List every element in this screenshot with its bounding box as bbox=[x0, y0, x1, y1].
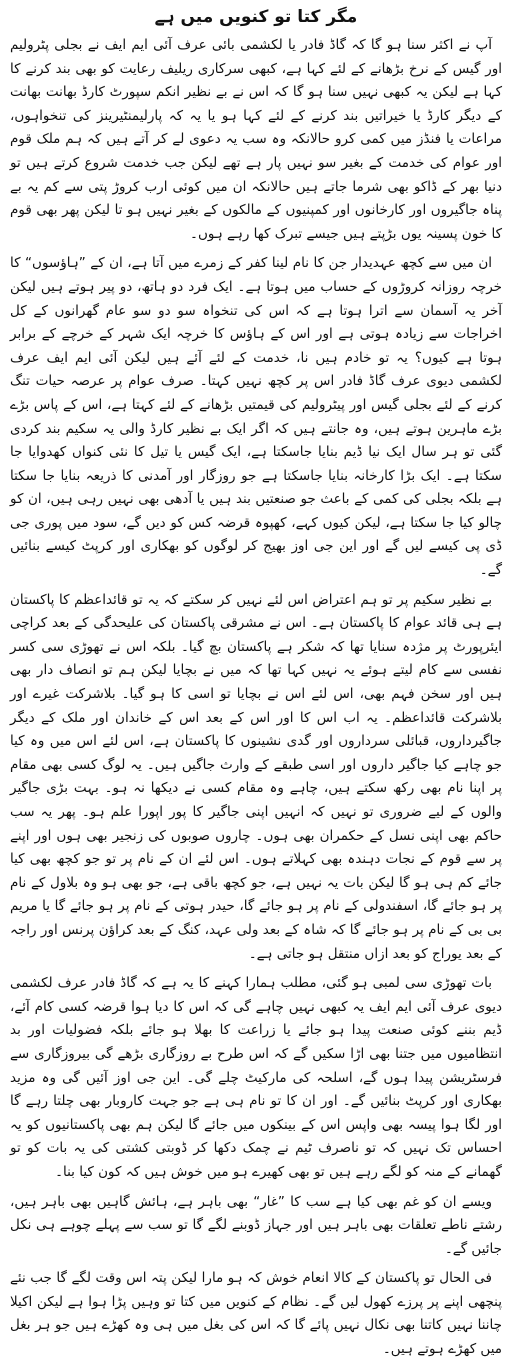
paragraph-6: فی الحال تو پاکستان کے کالا انعام خوش کہ ہو مارا لیکن پتہ اس وقت لگے گا جب نئے پنچھی اپنے پر پرزے کھول لیں گے۔ نظام کے کنویں میں کتا تو وہیں پڑا ہوا ہے لیکن اکیلا چاننا نہیں کاتنا بھی نکال نہیں پائے گا کہ اس کی بغل میں ہی وہ کھڑے ہیں جو ہر بغل میں کھڑے ہوتے ہیں۔ bbox=[10, 1270, 502, 1358]
paragraph-2: ان میں سے کچھ عہدیدار جن کا نام لینا کفر کے زمرے میں آتا ہے، ان کے ”ہاؤسوں“ کا خرچہ روزانہ کروڑوں کے حساب میں ہوتا ہے۔ ایک فرد دو ہاتھ، دو پیر ہوتے ہیں لیکن آخر یہ آسمان سے اترا ہوتا ہے کہ اس کی تنخواہ سو دو سو عام گھرانوں کے کل اخراجات سے زیادہ ہوتی ہے اور اس کے ہاؤس کا خرچہ ایک شہر کے خرچے کے برابر ہوتا ہے کیوں؟ یہ تو خادم ہیں نا، خدمت کے لئے آئے ہیں لیکن آئی ایم ایف عرف لکشمی دیوی عرف گاڈ فادر اس پر کچھ نہیں کہتا۔ صرف عوام پر عرصہ حیات تنگ کرنے کے لئے بجلی گیس اور پیٹرولیم کی قیمتیں بڑھانے کے لئے کہتا ہے، اس کے پاس بڑے بڑے ماہرین ہوتے ہیں، وہ جانتے ہیں کہ اگر ایک بے نظیر کارڈ والی یہ سکیم بند کردی گئی تو ہر سال ایک نیا ڈیم بنایا جاسکتا ہے، ایک گیس یا تیل کا نئی کنواں کھدوایا جا سکتا ہے۔ ایک بڑا کارخانہ بنایا جاسکتا ہے جو روزگار اور آمدنی کا ذریعہ بنایا جا سکتا ہے بلکہ بجلی کی کمی کے باعث جو صنعتیں بند ہیں یا آدھی بھی نہیں رہی ہیں، ان کو چالو کیا جا سکتا ہے، لیکن کیوں کہے، کھپوہ قرضہ کس کو دیں گے، سود میں پوری جی ڈی پی کیسے لیں گے اور این جی اوز بھیج کر لوگوں کو بھکاری اور کرپٹ کیسے بنائیں گے۔ bbox=[10, 255, 502, 579]
paragraph-5: ویسے ان کو غم بھی کیا ہے سب کا ”غار“ بھی باہر ہے، ہائش گاہیں بھی باہر ہیں، رشتے ناطے تعلقات بھی باہر ہیں اور جہاز ڈوبنے لگے گا تو سب سے پہلے چوہے ہی نکل جائیں گے۔ bbox=[10, 1193, 502, 1257]
paragraph-3: بے نظیر سکیم پر تو ہم اعتراض اس لئے نہیں کر سکتے کہ یہ تو قائداعظم کا پاکستان ہے ہی قائد عوام کا پاکستان ہے۔ اس نے مشرقی پاکستان کی علیحدگی کے بعد کراچی ایئرپورٹ پر مژدہ سنایا تھا کہ شکر ہے پاکستان بچ گیا۔ بلکہ اس نے تھوڑی سی کسر نفسی سے کام لیتے ہوئے یہ نہیں کہا تھا کہ میں نے بچایا لیکن ہم تو انصاف دار بھی ہیں اور سخن فہم بھی، اس لئے اس نے بچایا تو اسی کا ہو گیا۔ بلاشرکت غیرے اور بلاشرکت قائداعظم۔ یہ اب اس کا اور اس کے بعد اس کے خاندان اور ملک کے دیگر جاگیرداروں، قبائلی سرداروں اور گدی نشینوں کا پاکستان ہے، اس لئے اس میں وہ کیا جو چاہے کیا جاگیر داروں اور اسی طبقے کے وارث جاگیں ہیں۔ یہ لوگ کسی بھی مقام پر اپنا نام بھی رکھ سکتے ہیں، چاہے وہ مقام کسی نے دیکھا نہ ہو۔ بہت بڑی جاگیر والوں کے لیے ضروری تو نہیں کہ انہیں اپنی جاگیر کا پور اپورا علم ہو۔ پھر یہ سب حاکم بھی اپنی نسل کے حکمران بھی ہوں۔ چاروں صوبوں کی زنجیر بھی ہوں اور اپنے پر سے قوم کے نجات دہندہ بھی کہلاتے ہوں۔ اس لئے ان کے نام پر تو جو کچھ بھی کیا جائے کم ہی ہو گا لیکن بات یہ نہیں ہے، جو کچھ باقی ہے، جو بھی ہو وہ بلاول کے نام پر ہو جائے گا، اسفندولی کے نام پر ہو جائے گا، حیدر ہوتی کے نام پر ہو جائے گا یا مریم بی بی کے نام پر ہو جائے گا کہ شاہ کے بعد ولی عہد، کنگ کے بعد کراؤن پرنس اور راجہ کے بعد یوراج کو بعد ازاں منتقل ہو جاتی ہے۔ bbox=[10, 591, 502, 962]
column-body bbox=[10, 34, 502, 1362]
column-title: مگر کتا تو کنویں میں ہے bbox=[154, 7, 358, 27]
paragraph-4: بات تھوڑی سی لمبی ہو گئی، مطلب ہمارا کہنے کا یہ ہے کہ گاڈ فادر عرف لکشمی دیوی عرف آئی ایم ایف یہ کبھی نہیں چاہے گی کہ اس کا دیا ہوا قرضہ کسی کام آئے، ڈیم بننے کوئی صنعت پیدا ہو جائے یا زراعت کا بھلا ہو جائے بلکہ فضولیات اور بد انتظامیوں میں جتنا بھی اڑا سکیں گے کہ اس طرح بے روزگاری بڑھے گی بیروزگاری سے فرسٹریشن پیدا ہوں گے، اسلحہ کی مارکیٹ چلے گی۔ این جی اوز آئیں گی وہ مزید بھکاری اور کرپٹ بنائیں گے۔ اور ان کا تو نام ہی ہے جو جہت کاروبار بھی چلتا رہے گا اور لگا ہوا پیسہ بھی واپس اس کے بینکوں میں جائے گا لیکن ہم بھی پاکستانیوں کو یہ احساس تک نہیں کہ تو ناصرف ٹیم نے چمک دکھا کر ڈوبتی کشتی کی یہ بات کو تو گھمانے کے منہ کو لگے رہے ہیں تو بھی کھیرے ہو میں خوش ہیں کہ کون کیا بنا۔ bbox=[10, 975, 502, 1180]
paragraph-1: آپ نے اکثر سنا ہو گا کہ گاڈ فادر یا لکشمی بائی عرف آئی ایم ایف نے بجلی پٹرولیم اور گیس کے نرخ بڑھانے کے لئے کہا ہے، کبھی سرکاری ریلیف رعایت کو بھی بند کرنے کا کہا ہے لیکن یہ کبھی نہیں سنا ہو گا کہ اس نے بے نظیر انکم سپورٹ کارڈ بھانت بھانت کے دیگر کارڈ یا خیراتیں بند کرنے کے لئے کہا ہو یا یہ کہ پارلیمنٹیرینز کی تنخواہوں، مراعات یا فنڈز میں کمی کرو حالانکہ وہ سب یہ دعوی لے کر آتے ہیں کہ ہم ملک قوم اور عوام کی خدمت کے بغیر سو نہیں پار ہے تھے لیکن جب خدمت شروع کرتے ہیں تو دنیا بھر کے ڈاکو بھی شرما جاتے ہیں حالانکہ ان میں کوئی ارب کروڑ پتی سے کم یہ بے پناہ جاگیروں اور کارخانوں اور کمپنیوں کے مالکوں کے بغیر نہیں ہو تا لیکن پھر بھی قوم کا خون پسینہ یوں بڑپتے ہیں جیسے تبرک کھا رہے ہوں۔ bbox=[10, 37, 502, 242]
